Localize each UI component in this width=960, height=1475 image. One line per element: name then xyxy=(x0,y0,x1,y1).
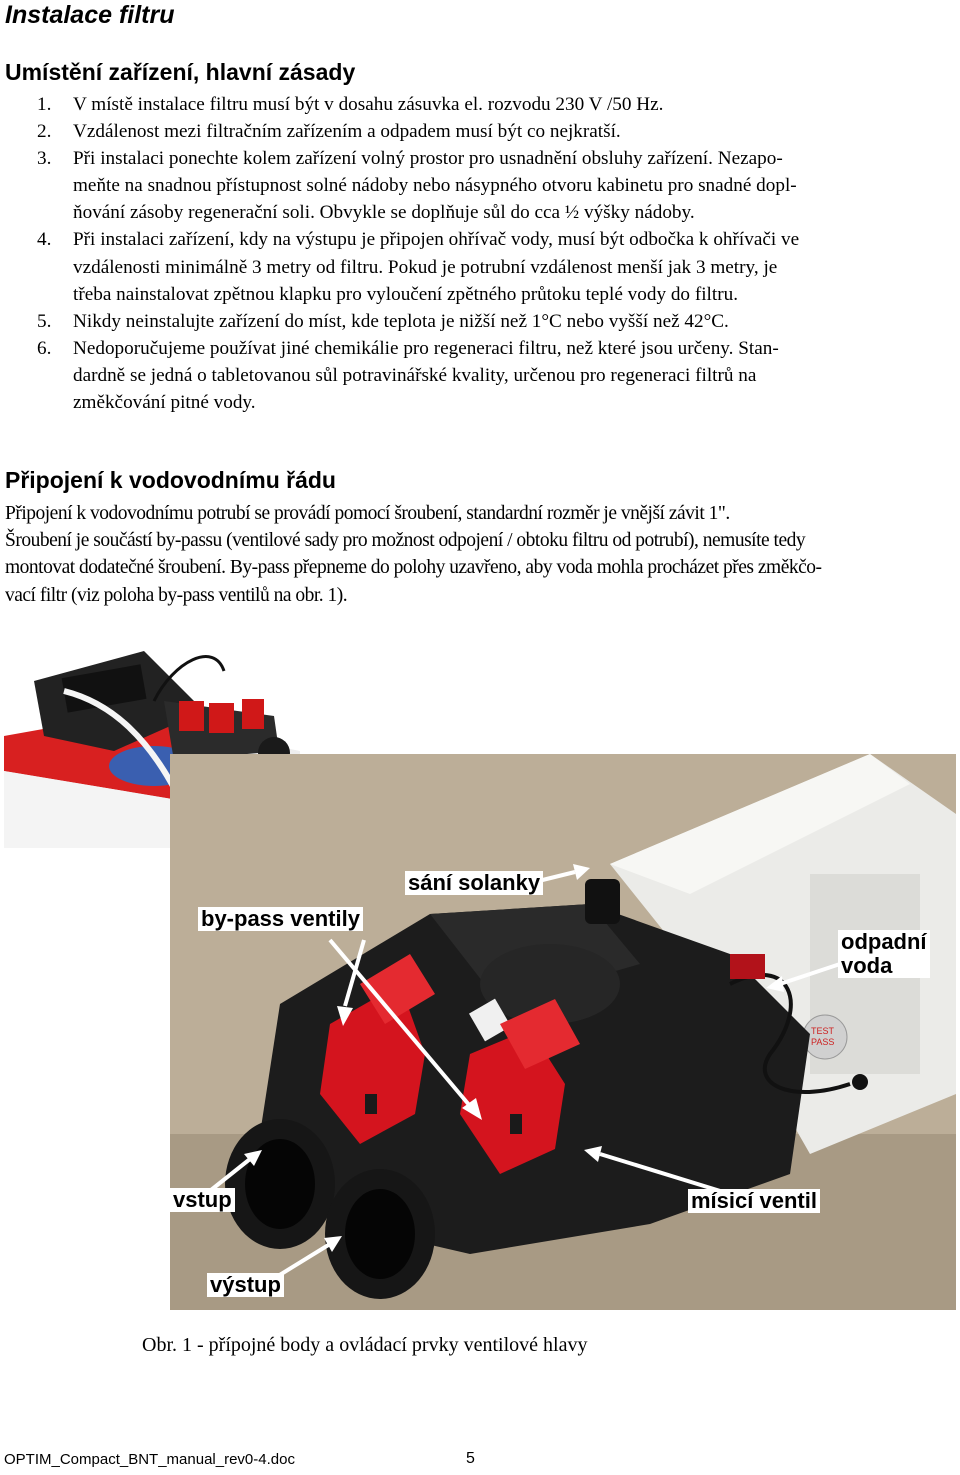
label-waste-water-line2: voda xyxy=(841,953,893,978)
list-item-line: meňte na snadnou přístupnost solné nádoby nebo násypného otvoru kabinetu pro snadné dopl- xyxy=(73,175,797,197)
list-item xyxy=(0,226,945,307)
label-outlet: výstup xyxy=(207,1273,284,1297)
list-item-line: Při instalaci ponechte kolem zařízení volný prostor pro usnadnění obsluhy zařízení. Nezapo- xyxy=(73,148,783,170)
label-waste-water xyxy=(838,930,930,978)
list-item-number: 4. xyxy=(37,229,52,251)
list-item-line: Nedoporučujeme používat jiné chemikálie pro regeneraci filtru, než které jsou určeny. Stan- xyxy=(73,337,779,359)
paragraph-line: vací filtr (viz poloha by-pass ventilů na obr. 1). xyxy=(5,584,348,606)
figure-caption: Obr. 1 - přípojné body a ovládací prvky ventilové hlavy xyxy=(142,1334,588,1356)
main-photo-valve-head xyxy=(170,754,956,1310)
list-item-number: 1. xyxy=(37,94,52,115)
list-item xyxy=(0,335,945,416)
test-pass-sticker-top: TEST xyxy=(811,1026,835,1036)
list-item xyxy=(0,118,945,145)
label-brine-suction: sání solanky xyxy=(405,871,543,895)
list-item-line: Při instalaci zařízení, kdy na výstupu je připojen ohřívač vody, musí být odbočka k ohřívači ve xyxy=(73,229,800,251)
main-photo-drawing xyxy=(170,754,956,1310)
section-heading-connection: Připojení k vodovodnímu řádu xyxy=(5,467,336,493)
list-item-line: vzdálenosti minimálně 3 metry od filtru. Pokud je potrubní vzdálenost menší jak 3 metry, je xyxy=(73,256,778,278)
label-waste-water-line1: odpadní xyxy=(841,929,927,954)
connection-paragraph xyxy=(5,500,945,609)
paragraph-line: Šroubení je součástí by-passu (ventilové sady pro možnost odpojení / obtoku filtru od potrubí), nemusíte tedy xyxy=(5,530,806,552)
list-item xyxy=(0,145,945,226)
list-item-line: Nikdy neinstalujte zařízení do míst, kde teplota je nižší než 1°C nebo vyšší než 42°C. xyxy=(73,310,729,332)
list-item-line: třeba nainstalovat zpětnou klapku pro vyloučení zpětného průtoku teplé vody do filtru. xyxy=(73,283,738,305)
label-mixing-valve: mísicí ventil xyxy=(688,1189,820,1213)
list-item-line: změkčování pitné vody. xyxy=(73,392,256,414)
footer-page-number: 5 xyxy=(466,1450,475,1467)
list-item-number: 6. xyxy=(37,337,52,359)
paragraph-line: Připojení k vodovodnímu potrubí se provádí pomocí šroubení, standardní rozměr je vnější závit 1". xyxy=(5,503,730,524)
placement-rules-list xyxy=(0,91,945,416)
list-item-line: dardně se jedná o tabletovanou sůl potravinářské kvality, určenou pro regeneraci filtrů na xyxy=(73,364,757,386)
page-title: Instalace filtru xyxy=(5,1,175,29)
list-item xyxy=(0,91,945,118)
footer-document-name: OPTIM_Compact_BNT_manual_rev0-4.doc xyxy=(4,1451,295,1468)
list-item-number: 5. xyxy=(37,310,52,332)
label-inlet: vstup xyxy=(170,1188,235,1212)
list-item-number: 2. xyxy=(37,121,52,143)
list-item-line: ňování zásoby regenerační soli. Obvykle se doplňuje sůl do cca ½ výšky nádoby. xyxy=(73,202,695,224)
list-item-line: V místě instalace filtru musí být v dosahu zásuvka el. rozvodu 230 V /50 Hz. xyxy=(73,94,664,115)
list-item-number: 3. xyxy=(37,148,52,170)
paragraph-line: montovat dodatečné šroubení. By-pass přepneme do polohy uzavřeno, aby voda mohla procházet přes změkčo- xyxy=(5,557,822,579)
test-pass-sticker-bottom: PASS xyxy=(811,1037,835,1047)
list-item xyxy=(0,308,945,335)
section-heading-placement: Umístění zařízení, hlavní zásady xyxy=(5,59,356,85)
list-item-line: Vzdálenost mezi filtračním zařízením a odpadem musí být co nejkratší. xyxy=(73,121,621,143)
label-bypass-valves: by-pass ventily xyxy=(198,907,363,931)
